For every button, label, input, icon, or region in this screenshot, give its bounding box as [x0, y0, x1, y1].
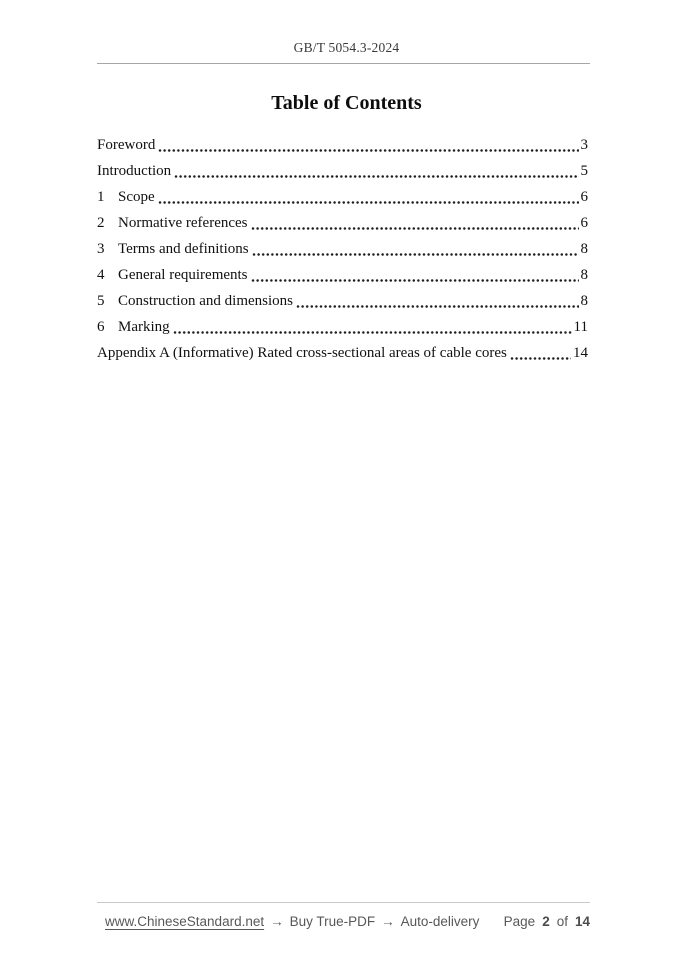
toc-entry-page-number: 8 — [580, 267, 588, 283]
toc-leader-dots — [174, 174, 578, 179]
doc-number-header: GB/T 5054.3-2024 — [293, 40, 400, 55]
toc-entry-page-number: 3 — [580, 137, 588, 153]
footer-divider — [97, 902, 590, 903]
toc-entry — [97, 340, 588, 366]
toc-entry-label: Foreword — [97, 137, 156, 153]
toc-entry-page-number: 11 — [573, 319, 588, 335]
footer-source-line — [105, 914, 479, 929]
toc-leader-dots — [158, 200, 579, 205]
toc-entry — [97, 288, 588, 314]
toc-entry-label: Terms and definitions — [118, 241, 249, 257]
toc-entry — [97, 132, 588, 158]
table-of-contents — [97, 132, 588, 366]
toc-leader-dots — [251, 278, 579, 283]
toc-entry-number: 6 — [97, 319, 105, 335]
footer-step-delivery: Auto-delivery — [400, 913, 480, 929]
toc-entry-page-number: 8 — [580, 293, 588, 309]
toc-entry — [97, 184, 588, 210]
website-link[interactable]: www.ChineseStandard.net — [105, 913, 265, 929]
toc-leader-dots — [158, 148, 578, 153]
toc-entry — [97, 262, 588, 288]
toc-leader-dots — [510, 356, 571, 361]
toc-entry — [97, 236, 588, 262]
toc-entry-label: Normative references — [118, 215, 248, 231]
arrow-icon: → — [270, 913, 284, 929]
total-page-number: 14 — [574, 913, 590, 929]
toc-entry-number: 1 — [97, 189, 105, 205]
toc-entry — [97, 158, 588, 184]
toc-entry — [97, 314, 588, 340]
toc-entry-label: Construction and dimensions — [118, 293, 293, 309]
toc-leader-dots — [173, 330, 572, 335]
page-indicator — [504, 914, 590, 929]
toc-entry-label: Scope — [118, 189, 155, 205]
page-label: Page — [503, 913, 536, 929]
toc-entry-page-number: 8 — [580, 241, 588, 257]
toc-leader-dots — [296, 304, 579, 309]
toc-entry-label: General requirements — [118, 267, 248, 283]
toc-entry-number: 3 — [97, 241, 105, 257]
footer-step-buy: Buy True-PDF — [289, 913, 376, 929]
toc-entry-label: Marking — [118, 319, 170, 335]
page-title: Table of Contents — [271, 92, 422, 114]
toc-entry-page-number: 14 — [573, 345, 588, 361]
arrow-icon: → — [381, 913, 395, 929]
toc-leader-dots — [251, 226, 579, 231]
toc-entry-page-number: 6 — [580, 189, 588, 205]
of-label: of — [556, 913, 568, 929]
toc-entry-number: 2 — [97, 215, 105, 231]
toc-entry — [97, 210, 588, 236]
footer — [105, 910, 590, 932]
toc-leader-dots — [252, 252, 579, 257]
toc-entry-number: 5 — [97, 293, 105, 309]
toc-entry-number: 4 — [97, 267, 105, 283]
toc-entry-page-number: 5 — [580, 163, 588, 179]
current-page-number: 2 — [542, 913, 550, 929]
header-divider — [97, 63, 590, 64]
toc-entry-page-number: 6 — [580, 215, 588, 231]
toc-entry-label: Introduction — [97, 163, 172, 179]
toc-entry-label: Appendix A (Informative) Rated cross-sectional areas of cable cores — [97, 345, 507, 361]
